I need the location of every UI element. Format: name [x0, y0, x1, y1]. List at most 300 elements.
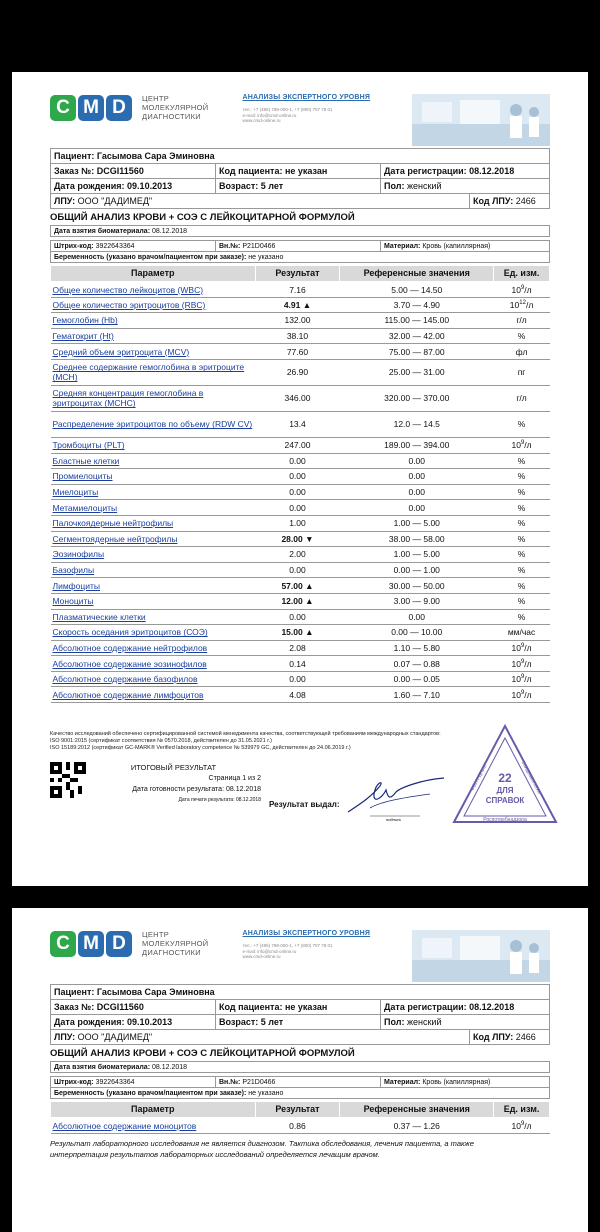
param-link[interactable]: Общее количество лейкоцитов (WBC) [51, 282, 256, 298]
result-value: 0.00 [255, 671, 340, 687]
label: Код ЛПУ: [473, 1032, 514, 1042]
param-link[interactable]: Палочкоядерные нейтрофилы [51, 515, 256, 531]
label: Возраст: [219, 181, 259, 191]
result-value: 0.00 [255, 609, 340, 625]
header-result: Результат [255, 1102, 340, 1118]
reference-range: 38.00 — 58.00 [340, 531, 494, 547]
unit [494, 671, 550, 687]
barcode: 3922643364 [95, 242, 135, 250]
reg-date-cell [381, 1000, 550, 1015]
reference-range: 0.00 — 0.05 [340, 671, 494, 687]
unit-base: 10 [511, 658, 521, 669]
result-value: 38.10 [255, 328, 340, 344]
header-unit: Ед. изм. [494, 1102, 550, 1118]
unit [494, 484, 550, 500]
disclaimer-line: Результат лабораторного исследования не является диагнозом. Тактика обследования, лечения пациента, а также [50, 1138, 474, 1148]
vn-number: P21D0466 [242, 1078, 276, 1086]
table-row [51, 313, 550, 329]
reference-range: 0.00 [340, 500, 494, 516]
quality-line: ISO 15189:2012 (сертификат GC-MARK® Verified laboratory competence № 539979 GC, действителен до 24.06.2019 г.) [50, 745, 351, 752]
label: Код пациента: [219, 1002, 283, 1012]
unit-base: 10 [511, 674, 521, 685]
unit [494, 313, 550, 329]
contact-phone: тел.: +7 (495) 788-000-1, +7 (800) 707 78 01 [242, 943, 333, 948]
contacts [242, 943, 392, 960]
quality-line: ISO 9001:2015 (сертификат соответствия № 0570.2018, действителен до 31.05.2021 г.) [50, 738, 272, 745]
unit [494, 625, 550, 641]
param-link[interactable]: Миелоциты [51, 484, 256, 500]
label: Дата взятия биоматериала: [54, 227, 151, 235]
reference-range: 30.00 — 50.00 [340, 578, 494, 594]
label: ЛПУ: [54, 1032, 76, 1042]
header-result: Результат [255, 266, 340, 282]
cmd-logo [50, 94, 208, 121]
reg-date: 08.12.2018 [469, 1002, 515, 1012]
logo-letter-d: D [106, 95, 132, 121]
lpu-cell [51, 194, 470, 209]
unit-base: % [517, 487, 526, 498]
unit [494, 411, 550, 437]
unit-exponent: 9 [520, 689, 525, 696]
final-title: ИТОГОВЫЙ РЕЗУЛЬТАТ [130, 763, 217, 773]
report-page-1 [12, 72, 588, 886]
logo-letter-d: D [106, 931, 132, 957]
stamp-number: 22 [498, 771, 512, 786]
sample-date: 08.12.2018 [151, 227, 188, 235]
report-header [50, 930, 550, 984]
unit-base: % [517, 533, 526, 544]
report-page-2 [12, 908, 588, 1232]
logo-caption-line: ЦЕНТР [142, 94, 170, 103]
result-value: 4.08 [255, 687, 340, 703]
label: Штрих-код: [54, 1078, 94, 1086]
reference-range: 0.07 — 0.88 [340, 656, 494, 672]
material: Кровь (капиллярная) [422, 1078, 491, 1086]
label: Дата регистрации: [384, 1002, 467, 1012]
sign-caption: подпись [386, 817, 402, 823]
pregnancy-cell [51, 252, 550, 263]
order-number: DCGI11560 [96, 1002, 144, 1012]
stamp-text: Роспотребнадзора [483, 817, 527, 824]
table-row [51, 687, 550, 703]
label: Вн.№: [219, 1078, 241, 1086]
label: Беременность (указано врачом/пациентом при заказе): [54, 253, 247, 261]
result-value: 2.08 [255, 640, 340, 656]
lpu: ООО "ДАДИМЕД" [77, 1032, 153, 1042]
signature [340, 768, 450, 822]
reference-range: 32.00 — 42.00 [340, 328, 494, 344]
logo-caption [142, 94, 208, 121]
stamp-text: ФБУН ЦНИИ [469, 763, 489, 793]
param-link[interactable]: Гемоглобин (Hb) [51, 313, 256, 329]
final-result-text [86, 762, 261, 822]
table-row [51, 484, 550, 500]
pregnancy-cell [51, 1088, 550, 1099]
label: Возраст: [219, 1017, 259, 1027]
sample-date-cell [51, 226, 550, 237]
param-link[interactable]: Абсолютное содержание моноцитов [51, 1118, 256, 1134]
table-row [51, 656, 550, 672]
logo-letter-c: C [50, 931, 76, 957]
unit-base: % [517, 611, 526, 622]
table-row [51, 297, 550, 313]
param-link[interactable]: Среднее содержание гемоглобина в эритроците (MCH) [51, 359, 256, 385]
label: Дата взятия биоматериала: [54, 1063, 151, 1071]
unit [494, 515, 550, 531]
table-row [51, 500, 550, 516]
patient-info [50, 148, 550, 209]
logo-caption-line: ЦЕНТР [142, 930, 170, 939]
table-row [51, 609, 550, 625]
result-value: 0.00 [255, 562, 340, 578]
unit-exponent: 9 [520, 1120, 525, 1127]
unit-base: г/л [516, 315, 527, 326]
param-link[interactable]: Сегментоядерные нейтрофилы [51, 531, 256, 547]
label: Пол: [384, 181, 405, 191]
qr-code [50, 762, 86, 798]
param-link[interactable]: Средний объем эритроцита (MCV) [51, 344, 256, 360]
reference-range: 75.00 — 87.00 [340, 344, 494, 360]
param-link[interactable]: Абсолютное содержание базофилов [51, 671, 256, 687]
logo-letter-m: M [78, 95, 104, 121]
table-row [51, 453, 550, 469]
label: Вн.№: [219, 242, 241, 250]
unit-base: % [517, 502, 526, 513]
unit [494, 297, 550, 313]
table-row [51, 385, 550, 411]
result-value: 247.00 [255, 437, 340, 453]
unit-exponent: 9 [520, 284, 525, 291]
results-table [50, 265, 550, 703]
contacts [242, 107, 392, 124]
param-link[interactable]: Абсолютное содержание эозинофилов [51, 656, 256, 672]
unit-base: % [517, 455, 526, 466]
param-link[interactable]: Базофилы [51, 562, 256, 578]
logo-caption-line: МОЛЕКУЛЯРНОЙ [142, 939, 209, 948]
stamp-text: Эпидемиологии [519, 759, 543, 796]
result-value: 7.16 [255, 282, 340, 298]
reference-range: 5.00 — 14.50 [340, 282, 494, 298]
param-link[interactable]: Средняя концентрация гемоглобина в эритроцитах (MCHC) [51, 385, 256, 411]
unit-tail: /л [524, 284, 532, 295]
label: Пациент: [54, 987, 95, 997]
unit [494, 359, 550, 385]
unit [494, 344, 550, 360]
param-link[interactable]: Метамиелоциты [51, 500, 256, 516]
report-header [50, 94, 550, 148]
reference-range: 3.00 — 9.00 [340, 593, 494, 609]
reference-range: 115.00 — 145.00 [340, 313, 494, 329]
age-cell [216, 1015, 381, 1030]
label: Пол: [384, 1017, 405, 1027]
patient-name-cell [51, 149, 550, 164]
unit-base: % [517, 331, 526, 342]
unit [494, 593, 550, 609]
unit-exponent: 9 [520, 674, 525, 681]
result-value: 77.60 [255, 344, 340, 360]
patient-code: не указан [284, 166, 328, 176]
results-body [51, 282, 550, 703]
reg-date: 08.12.2018 [469, 166, 515, 176]
table-row [51, 593, 550, 609]
order-number: DCGI11560 [96, 166, 144, 176]
label: Штрих-код: [54, 242, 94, 250]
stamp-text: СПРАВОК [485, 796, 525, 806]
vn-number: P21D0466 [242, 242, 276, 250]
analysis-title: ОБЩИЙ АНАЛИЗ КРОВИ + СОЭ С ЛЕЙКОЦИТАРНОЙ ФОРМУЛОЙ [50, 1048, 355, 1059]
quality-line: Качество исследований обеспечено сертифицированной системой менеджмента качества, соответствующей требованиям международных стандартов: [50, 731, 441, 738]
unit-base: % [517, 419, 526, 430]
unit-base: 10 [511, 284, 521, 295]
unit-tail: /л [524, 658, 532, 669]
cmd-logo [50, 930, 208, 957]
result-value: 26.90 [255, 359, 340, 385]
header-param: Параметр [51, 1102, 256, 1118]
unit-base: пг [517, 367, 526, 378]
patient-name-cell [51, 985, 550, 1000]
sample-info [50, 1061, 550, 1099]
table-row [51, 671, 550, 687]
result-value: 0.00 [255, 484, 340, 500]
reference-range: 1.10 — 5.80 [340, 640, 494, 656]
reference-range: 3.70 — 4.90 [340, 297, 494, 313]
result-value: 15.00 ▲ [255, 625, 340, 641]
order-cell [51, 1000, 216, 1015]
laboratory-photo [412, 930, 550, 982]
dob: 09.10.2013 [127, 181, 173, 191]
contact-email: e-mail: info@cmd-online.ru [242, 112, 297, 118]
logo-caption-line: ДИАГНОСТИКИ [142, 112, 201, 121]
lpu: ООО "ДАДИМЕД" [77, 196, 153, 206]
logo-caption [142, 930, 208, 957]
unit [494, 453, 550, 469]
unit-tail: /л [524, 689, 532, 700]
unit-exponent: 9 [520, 440, 525, 447]
result-value: 1.00 [255, 515, 340, 531]
barcode: 3922643364 [95, 1078, 135, 1086]
reference-range: 0.00 — 1.00 [340, 562, 494, 578]
param-link[interactable]: Тромбоциты (PLT) [51, 437, 256, 453]
label: Беременность (указано врачом/пациентом при заказе): [54, 1089, 247, 1097]
laboratory-photo [412, 94, 550, 146]
unit-base: фл [515, 346, 528, 357]
unit-base: % [517, 596, 526, 607]
unit-exponent: 9 [520, 658, 525, 665]
sample-date-cell [51, 1062, 550, 1073]
unit [494, 578, 550, 594]
reference-range: 1.60 — 7.10 [340, 687, 494, 703]
issued-by: Результат выдал: [269, 800, 340, 810]
param-link[interactable]: Абсолютное содержание лимфоцитов [51, 687, 256, 703]
vn-cell [216, 1077, 381, 1088]
disclaimer [50, 1138, 550, 1160]
unit-base: % [517, 549, 526, 560]
reference-range: 0.37 — 1.26 [340, 1118, 494, 1134]
unit [494, 687, 550, 703]
barcode-cell [51, 241, 216, 252]
reference-range: 0.00 — 10.00 [340, 625, 494, 641]
pregnancy: не указано [248, 253, 284, 261]
param-link[interactable]: Абсолютное содержание нейтрофилов [51, 640, 256, 656]
label: Код пациента: [219, 166, 283, 176]
reference-range: 1.00 — 5.00 [340, 515, 494, 531]
unit-exponent: 12 [519, 300, 526, 307]
unit-base: 10 [511, 1120, 521, 1131]
unit [494, 500, 550, 516]
material: Кровь (капиллярная) [422, 242, 491, 250]
contact-phone: тел.: +7 (495) 788-000-1, +7 (800) 707 78 01 [242, 107, 333, 112]
result-value: 2.00 [255, 547, 340, 563]
reference-range: 189.00 — 394.00 [340, 437, 494, 453]
table-row [51, 359, 550, 385]
results-body [51, 1118, 550, 1134]
param-link[interactable]: Лимфоциты [51, 578, 256, 594]
result-value: 13.4 [255, 411, 340, 437]
age-cell [216, 179, 381, 194]
result-value: 28.00 ▼ [255, 531, 340, 547]
unit [494, 469, 550, 485]
patient-name: Гасымова Сара Эминовна [96, 987, 215, 997]
logo-letter-m: M [78, 931, 104, 957]
logo-letter-c: C [50, 95, 76, 121]
contact-email: e-mail: info@cmd-online.ru [242, 948, 297, 954]
reference-range: 25.00 — 31.00 [340, 359, 494, 385]
param-link[interactable]: Эозинофилы [51, 547, 256, 563]
patient-code-cell [216, 164, 381, 179]
contact-site: www.cmd-online.ru [242, 118, 281, 123]
result-value: 12.00 ▲ [255, 593, 340, 609]
result-value: 0.00 [255, 500, 340, 516]
reference-range: 0.00 [340, 484, 494, 500]
dob: 09.10.2013 [127, 1017, 173, 1027]
unit-tail: /л [524, 1120, 532, 1131]
expert-block [242, 930, 392, 960]
print-date: Дата печати результата: 08.12.2018 [178, 797, 261, 804]
age: 5 лет [260, 1017, 284, 1027]
unit-base: 10 [511, 642, 521, 653]
lpu-cell [51, 1030, 470, 1045]
table-row [51, 562, 550, 578]
ready-date: Дата готовности результата: 08.12.2018 [132, 786, 261, 794]
reference-range: 1.00 — 5.00 [340, 547, 494, 563]
lpu-code-cell [470, 1030, 550, 1045]
disclaimer-line: интерпретация результатов лабораторных исследований определяется лечащим врачом. [50, 1149, 380, 1159]
label: Дата регистрации: [384, 166, 467, 176]
label: Заказ №: [54, 1002, 95, 1012]
age: 5 лет [260, 181, 284, 191]
unit [494, 437, 550, 453]
reg-date-cell [381, 164, 550, 179]
result-value: 0.00 [255, 453, 340, 469]
table-row [51, 531, 550, 547]
param-link[interactable]: Плазматические клетки [51, 609, 256, 625]
table-row [51, 547, 550, 563]
lpu-code: 2466 [515, 1032, 536, 1042]
barcode-cell [51, 1077, 216, 1088]
unit [494, 656, 550, 672]
unit [494, 562, 550, 578]
page-number: Страница 1 из 2 [208, 775, 261, 783]
expert-title: АНАЛИЗЫ ЭКСПЕРТНОГО УРОВНЯ [242, 94, 371, 101]
unit [494, 609, 550, 625]
unit-base: г/л [516, 393, 527, 404]
param-link[interactable]: Гематокрит (Ht) [51, 328, 256, 344]
material-cell [381, 1077, 550, 1088]
sex-cell [381, 179, 550, 194]
table-row [51, 640, 550, 656]
unit-tail: /л [524, 674, 532, 685]
material-cell [381, 241, 550, 252]
unit [494, 282, 550, 298]
label: Материал: [384, 242, 421, 250]
label: Код ЛПУ: [473, 196, 514, 206]
table-row [51, 1118, 550, 1134]
expert-block [242, 94, 392, 124]
results-table [50, 1101, 550, 1134]
patient-code: не указан [284, 1002, 328, 1012]
param-link[interactable]: Распределение эритроцитов по объему (RDW CV) [51, 411, 256, 437]
contact-site: www.cmd-online.ru [242, 954, 281, 959]
result-value: 346.00 [255, 385, 340, 411]
dob-cell [51, 179, 216, 194]
unit-tail: /л [524, 642, 532, 653]
reference-range: 0.00 [340, 453, 494, 469]
result-value: 0.00 [255, 469, 340, 485]
table-row [51, 515, 550, 531]
sex-cell [381, 1015, 550, 1030]
dob-cell [51, 1015, 216, 1030]
table-row [51, 282, 550, 298]
unit-exponent: 9 [520, 643, 525, 650]
label: Дата рождения: [54, 1017, 125, 1027]
param-link[interactable]: Моноциты [51, 593, 256, 609]
table-row [51, 344, 550, 360]
label: Материал: [384, 1078, 421, 1086]
table-row [51, 469, 550, 485]
label: ЛПУ: [54, 196, 76, 206]
result-value: 0.86 [255, 1118, 340, 1134]
label: Заказ №: [54, 166, 95, 176]
param-link[interactable]: Скорость оседания эритроцитов (СОЭ) [51, 625, 256, 641]
unit [494, 328, 550, 344]
param-link[interactable]: Общее количество эритроцитов (RBC) [51, 297, 256, 313]
vn-cell [216, 241, 381, 252]
unit-base: % [517, 471, 526, 482]
table-row [51, 437, 550, 453]
header-unit: Ед. изм. [494, 266, 550, 282]
final-block [50, 759, 550, 824]
sex: женский [406, 1017, 442, 1027]
analysis-title: ОБЩИЙ АНАЛИЗ КРОВИ + СОЭ С ЛЕЙКОЦИТАРНОЙ ФОРМУЛОЙ [50, 212, 355, 223]
reference-range: 0.00 [340, 469, 494, 485]
unit [494, 385, 550, 411]
unit-base: 10 [511, 689, 521, 700]
unit [494, 640, 550, 656]
table-row [51, 578, 550, 594]
param-link[interactable]: Промиелоциты [51, 469, 256, 485]
unit-base: 10 [509, 299, 520, 310]
result-value: 4.91 ▲ [255, 297, 340, 313]
unit-tail: /л [524, 440, 532, 451]
table-row [51, 328, 550, 344]
unit [494, 547, 550, 563]
lpu-code: 2466 [515, 196, 536, 206]
unit-base: % [517, 518, 526, 529]
unit [494, 531, 550, 547]
logo-caption-line: МОЛЕКУЛЯРНОЙ [142, 103, 209, 112]
param-link[interactable]: Бластные клетки [51, 453, 256, 469]
logo-caption-line: ДИАГНОСТИКИ [142, 948, 201, 957]
